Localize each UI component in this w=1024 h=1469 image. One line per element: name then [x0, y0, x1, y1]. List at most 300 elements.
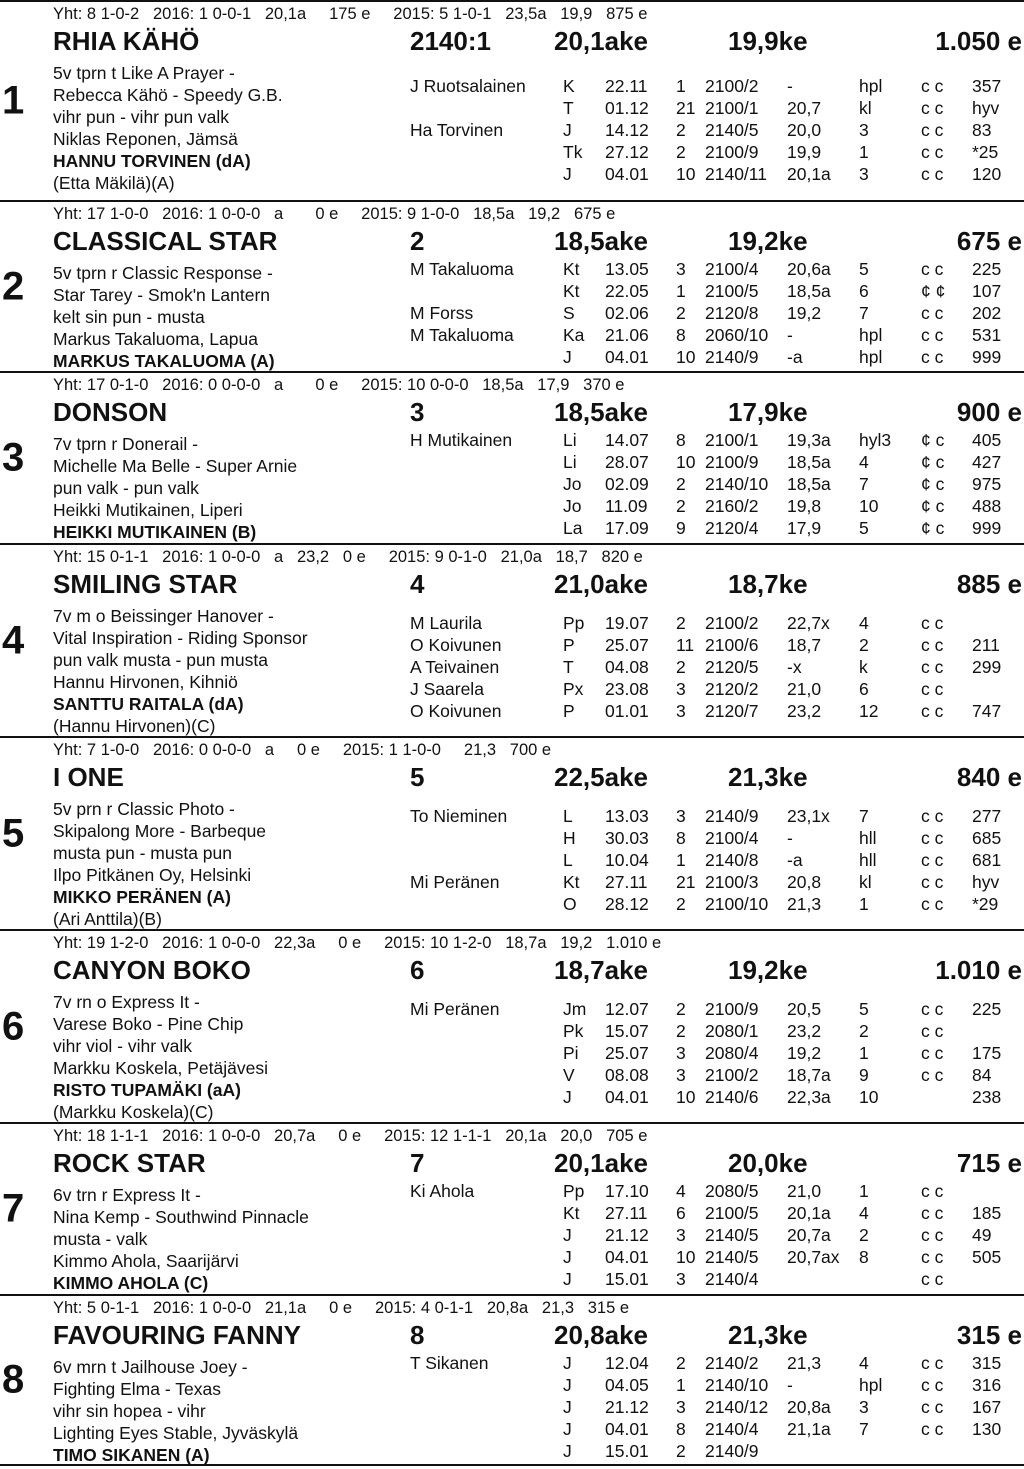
start-time: 20,8	[787, 872, 822, 892]
start-race-number: 21	[676, 872, 696, 892]
prize-money: 840 e	[956, 762, 1022, 792]
horse-entry	[0, 371, 1024, 543]
start-odds: 488	[972, 496, 1002, 516]
start-time: 21,0	[787, 1181, 822, 1201]
start-shoes: ¢ c	[921, 430, 945, 450]
start-track: Kt	[563, 1203, 580, 1223]
start-race-number: 8	[676, 1419, 686, 1439]
start-time: 20,1a	[787, 1203, 831, 1223]
start-placing: hll	[859, 828, 877, 848]
start-time: 18,5a	[787, 281, 831, 301]
info-line: TIMO SIKANEN (A)	[53, 1445, 210, 1465]
start-race-number: 2	[676, 999, 686, 1019]
horse-name: SMILING STAR	[53, 569, 238, 599]
start-track: J	[563, 1375, 572, 1395]
start-race-number: 10	[676, 452, 696, 472]
start-race-number: 2	[676, 120, 686, 140]
start-track: Kt	[563, 281, 580, 301]
start-placing: 7	[859, 806, 869, 826]
start-distance: 2140/10	[705, 474, 769, 494]
start-track: J	[563, 1269, 572, 1289]
info-line: pun valk - pun valk	[53, 478, 199, 498]
career-stats: Yht: 19 1-2-0 2016: 1 0-0-0 22,3a 0 e 2015: 10 1-2-0 18,7a 19,2 1.010 e	[53, 934, 662, 952]
start-track: J	[563, 1441, 572, 1461]
start-track: Kt	[563, 259, 580, 279]
start-date: 08.08	[605, 1065, 649, 1085]
start-distance: 2100/5	[705, 281, 759, 301]
horse-name: ROCK STAR	[53, 1148, 206, 1178]
start-date: 04.08	[605, 657, 649, 677]
start-shoes: ¢ ¢	[921, 281, 946, 301]
start-date: 17.10	[605, 1181, 649, 1201]
start-placing: 2	[859, 1021, 869, 1041]
start-race-number: 21	[676, 98, 696, 118]
start-row	[0, 302, 1024, 324]
start-time: 20,8a	[787, 1397, 831, 1417]
info-line: 7v tprn r Donerail -	[53, 434, 198, 454]
start-time: 23,2	[787, 701, 822, 721]
start-distance: 2140/9	[705, 1441, 759, 1461]
start-track: Jm	[563, 999, 587, 1019]
track-position: 2	[410, 226, 425, 256]
start-race-number: 3	[676, 1043, 686, 1063]
start-distance: 2140/2	[705, 1353, 759, 1373]
start-date: 02.09	[605, 474, 649, 494]
start-race-number: 10	[676, 164, 696, 184]
start-race-number: 10	[676, 347, 696, 367]
record-volt: 21,3ke	[728, 1320, 808, 1350]
start-placing: 5	[859, 999, 869, 1019]
start-race-number: 3	[676, 679, 686, 699]
start-shoes: c c	[921, 259, 944, 279]
start-distance: 2100/4	[705, 828, 759, 848]
start-number: 7	[2, 1186, 25, 1231]
start-track: J	[563, 1353, 572, 1373]
start-track: Kt	[563, 872, 580, 892]
start-row	[0, 495, 1024, 517]
start-distance: 2100/2	[705, 613, 759, 633]
start-placing: 3	[859, 120, 869, 140]
start-time: 22,3a	[787, 1087, 831, 1107]
track-position: 3	[410, 397, 425, 427]
start-shoes: c c	[921, 894, 944, 914]
start-row	[0, 473, 1024, 495]
start-race-number: 8	[676, 430, 686, 450]
start-placing: 8	[859, 1247, 869, 1267]
start-distance: 2140/9	[705, 806, 759, 826]
start-odds: 405	[972, 430, 1002, 450]
start-row	[0, 1268, 1024, 1290]
driver-name: M Forss	[410, 303, 474, 323]
start-placing: 3	[859, 164, 869, 184]
start-shoes: c c	[921, 635, 944, 655]
start-distance: 2100/2	[705, 76, 759, 96]
start-placing: 9	[859, 1065, 869, 1085]
career-stats: Yht: 15 0-1-1 2016: 1 0-0-0 a 23,2 0 e 2015: 9 0-1-0 21,0a 18,7 820 e	[53, 548, 643, 566]
start-distance: 2100/5	[705, 1203, 759, 1223]
start-odds: 238	[972, 1087, 1002, 1107]
start-track: Px	[563, 679, 584, 699]
info-line: HEIKKI MUTIKAINEN (B)	[53, 522, 257, 542]
start-race-number: 2	[676, 474, 686, 494]
start-placing: hyl3	[859, 430, 892, 450]
info-line: vihr viol - vihr valk	[53, 1036, 193, 1056]
info-line: Fighting Elma - Texas	[53, 1379, 221, 1399]
start-time: 19,3a	[787, 430, 831, 450]
info-line: MIKKO PERÄNEN (A)	[53, 887, 231, 907]
start-race-number: 2	[676, 142, 686, 162]
start-time: 23,1x	[787, 806, 830, 826]
start-odds: 357	[972, 76, 1002, 96]
info-line: Michelle Ma Belle - Super Arnie	[53, 456, 298, 476]
start-time: 18,5a	[787, 452, 831, 472]
start-odds: 225	[972, 259, 1002, 279]
info-line: Skipalong More - Barbeque	[53, 821, 267, 841]
start-placing: 2	[859, 1225, 869, 1245]
driver-name: M Takaluoma	[410, 259, 514, 279]
start-track: J	[563, 1225, 572, 1245]
start-race-number: 11	[676, 635, 695, 655]
start-race-number: 10	[676, 1087, 696, 1107]
start-shoes: c c	[921, 1203, 944, 1223]
start-row	[0, 998, 1024, 1020]
track-position: 4	[410, 569, 425, 599]
start-time: 21,3	[787, 1353, 822, 1373]
start-shoes: c c	[921, 1397, 944, 1417]
prize-money: 315 e	[956, 1320, 1022, 1350]
start-row	[0, 1064, 1024, 1086]
start-row	[0, 1202, 1024, 1224]
prize-money: 675 e	[956, 226, 1022, 256]
horse-name: RHIA KÄHÖ	[53, 26, 200, 56]
start-time: 19,2	[787, 303, 822, 323]
info-line: 5v prn r Classic Photo -	[53, 799, 235, 819]
start-shoes: c c	[921, 850, 944, 870]
start-odds: 84	[972, 1065, 992, 1085]
start-row	[0, 634, 1024, 656]
info-line: Niklas Reponen, Jämsä	[53, 129, 238, 149]
start-odds: 167	[972, 1397, 1002, 1417]
start-placing: 10	[859, 1087, 879, 1107]
start-date: 12.04	[605, 1353, 649, 1373]
start-placing: 4	[859, 452, 869, 472]
horse-name: CLASSICAL STAR	[53, 226, 278, 256]
start-distance: 2140/8	[705, 850, 759, 870]
start-date: 17.09	[605, 518, 649, 538]
start-distance: 2100/9	[705, 452, 759, 472]
start-distance: 2100/10	[705, 894, 769, 914]
start-row	[0, 258, 1024, 280]
start-row	[0, 97, 1024, 119]
start-distance: 2100/1	[705, 98, 759, 118]
horse-entry	[0, 1294, 1024, 1466]
start-odds: 681	[972, 850, 1002, 870]
start-placing: 3	[859, 1397, 869, 1417]
info-line: Kimmo Ahola, Saarijärvi	[53, 1251, 239, 1271]
start-odds: 315	[972, 1353, 1002, 1373]
start-number: 4	[2, 618, 25, 662]
start-time: 20,7a	[787, 1225, 831, 1245]
start-date: 19.07	[605, 613, 649, 633]
driver-name: A Teivainen	[410, 657, 500, 677]
start-placing: 7	[859, 303, 869, 323]
start-shoes: c c	[921, 303, 944, 323]
start-shoes: c c	[921, 1353, 944, 1373]
start-date: 04.01	[605, 1247, 649, 1267]
start-number: 5	[2, 811, 25, 855]
start-race-number: 4	[676, 1181, 686, 1201]
career-stats: Yht: 7 1-0-0 2016: 0 0-0-0 a 0 e 2015: 1 1-0-0 21,3 700 e	[53, 741, 552, 759]
start-row	[0, 119, 1024, 141]
start-odds: 277	[972, 806, 1002, 826]
start-row	[0, 1086, 1024, 1108]
career-stats: Yht: 8 1-0-2 2016: 1 0-0-1 20,1a 175 e 2015: 5 1-0-1 23,5a 19,9 875 e	[53, 5, 648, 23]
start-placing: 2	[859, 635, 869, 655]
info-line: (Ari Anttila)(B)	[53, 909, 162, 929]
start-race-number: 1	[676, 1375, 686, 1395]
start-distance: 2140/6	[705, 1087, 759, 1107]
start-distance: 2140/5	[705, 1225, 759, 1245]
driver-name: To Nieminen	[410, 806, 508, 826]
start-race-number: 2	[676, 1441, 686, 1461]
info-line: pun valk musta - pun musta	[53, 650, 268, 670]
prize-money: 1.010 e	[935, 955, 1022, 985]
start-placing: 6	[859, 281, 869, 301]
start-odds: hyv	[972, 872, 1000, 892]
start-number: 1	[2, 78, 25, 123]
start-date: 27.11	[605, 1203, 648, 1223]
horse-name: I ONE	[53, 762, 124, 792]
record-auto: 22,5ake	[554, 762, 648, 792]
start-track: L	[563, 850, 573, 870]
record-auto: 18,7ake	[554, 955, 648, 985]
start-row	[0, 1352, 1024, 1374]
start-row	[0, 280, 1024, 302]
start-track: J	[563, 1397, 572, 1417]
start-shoes: c c	[921, 1247, 944, 1267]
driver-name: M Laurila	[410, 613, 482, 633]
start-track: J	[563, 1247, 572, 1267]
start-distance: 2100/9	[705, 142, 759, 162]
start-race-number: 8	[676, 828, 686, 848]
start-distance: 2100/2	[705, 1065, 759, 1085]
start-shoes: c c	[921, 1181, 944, 1201]
info-line: kelt sin pun - musta	[53, 307, 205, 327]
start-shoes: c c	[921, 120, 944, 140]
start-date: 01.01	[605, 701, 649, 721]
start-odds: 107	[972, 281, 1002, 301]
record-volt: 19,2ke	[728, 955, 808, 985]
start-race-number: 3	[676, 1225, 686, 1245]
start-row	[0, 1374, 1024, 1396]
start-placing: kl	[859, 872, 872, 892]
info-line: Lighting Eyes Stable, Jyväskylä	[53, 1423, 299, 1443]
record-auto: 20,8ake	[554, 1320, 648, 1350]
start-shoes: c c	[921, 613, 944, 633]
info-line: MARKUS TAKALUOMA (A)	[53, 351, 275, 371]
driver-name: Mi Peränen	[410, 999, 500, 1019]
track-position: 6	[410, 955, 425, 985]
start-placing: 12	[859, 701, 879, 721]
start-date: 04.01	[605, 1087, 649, 1107]
start-date: 21.12	[605, 1397, 649, 1417]
start-date: 28.12	[605, 894, 649, 914]
start-time: 21,1a	[787, 1419, 831, 1439]
start-odds: 130	[972, 1419, 1002, 1439]
start-distance: 2100/9	[705, 999, 759, 1019]
start-shoes: c c	[921, 679, 944, 699]
start-row	[0, 1180, 1024, 1202]
info-line: 5v tprn r Classic Response -	[53, 263, 273, 283]
start-distance: 2140/5	[705, 1247, 759, 1267]
start-track: O	[563, 894, 577, 914]
start-race-number: 8	[676, 325, 686, 345]
prize-money: 715 e	[956, 1148, 1022, 1178]
start-distance: 2140/11	[705, 164, 767, 184]
start-race-number: 2	[676, 613, 686, 633]
start-shoes: c c	[921, 98, 944, 118]
start-track: K	[563, 76, 575, 96]
start-date: 10.04	[605, 850, 649, 870]
record-volt: 21,3ke	[728, 762, 808, 792]
start-track: J	[563, 1419, 572, 1439]
start-time: -	[787, 325, 793, 345]
horse-name: DONSON	[53, 397, 168, 427]
start-track: J	[563, 347, 572, 367]
start-race-number: 3	[676, 1065, 686, 1085]
start-distance: 2140/4	[705, 1419, 759, 1439]
start-race-number: 3	[676, 806, 686, 826]
start-time: -a	[787, 347, 803, 367]
track-position: 7	[410, 1148, 425, 1178]
record-volt: 19,2ke	[728, 226, 808, 256]
start-shoes: c c	[921, 1269, 944, 1289]
start-odds: 685	[972, 828, 1002, 848]
record-volt: 18,7ke	[728, 569, 808, 599]
start-row	[0, 141, 1024, 163]
start-date: 25.07	[605, 635, 649, 655]
start-shoes: c c	[921, 872, 944, 892]
info-line: 6v mrn t Jailhouse Joey -	[53, 1357, 248, 1377]
start-distance: 2120/8	[705, 303, 759, 323]
start-placing: 4	[859, 1203, 869, 1223]
start-odds: 427	[972, 452, 1002, 472]
driver-name: M Takaluoma	[410, 325, 514, 345]
start-date: 21.12	[605, 1225, 649, 1245]
start-placing: hpl	[859, 347, 883, 367]
start-date: 04.01	[605, 164, 649, 184]
start-track: Pk	[563, 1021, 584, 1041]
start-odds: 83	[972, 120, 992, 140]
start-shoes: c c	[921, 347, 944, 367]
start-placing: 10	[859, 496, 879, 516]
start-odds: 531	[972, 325, 1002, 345]
start-time: 19,8	[787, 496, 822, 516]
start-date: 01.12	[605, 98, 649, 118]
start-placing: k	[859, 657, 868, 677]
start-shoes: c c	[921, 999, 944, 1019]
driver-name: Ha Torvinen	[410, 120, 504, 140]
start-distance: 2060/10	[705, 325, 769, 345]
start-shoes: ¢ c	[921, 474, 945, 494]
prize-money: 1.050 e	[935, 26, 1022, 56]
info-line: 7v rn o Express It -	[53, 992, 200, 1012]
start-placing: 7	[859, 474, 869, 494]
start-time: 20,7	[787, 98, 822, 118]
start-time: 20,0	[787, 120, 822, 140]
track-position: 5	[410, 762, 425, 792]
start-track: S	[563, 303, 575, 323]
start-date: 02.06	[605, 303, 649, 323]
start-shoes: c c	[921, 325, 944, 345]
start-odds: 49	[972, 1225, 992, 1245]
track-position: 2140:1	[410, 26, 491, 56]
start-placing: 4	[859, 1353, 869, 1373]
start-placing: 1	[859, 1043, 869, 1063]
start-track: Jo	[563, 496, 582, 516]
start-time: 18,7	[787, 635, 822, 655]
info-line: Star Tarey - Smok'n Lantern	[53, 285, 271, 305]
start-time: 22,7x	[787, 613, 830, 633]
start-time: -	[787, 1375, 793, 1395]
start-row	[0, 827, 1024, 849]
start-distance: 2120/2	[705, 679, 759, 699]
info-line: (Hannu Hirvonen)(C)	[53, 716, 216, 736]
info-line: Vital Inspiration - Riding Sponsor	[53, 628, 308, 648]
start-placing: 1	[859, 1181, 869, 1201]
horse-name: CANYON BOKO	[53, 955, 251, 985]
driver-name: H Mutikainen	[410, 430, 513, 450]
horse-name: FAVOURING FANNY	[53, 1320, 301, 1350]
record-auto: 21,0ake	[554, 569, 648, 599]
driver-name: J Ruotsalainen	[410, 76, 526, 96]
start-odds: hyv	[972, 98, 1000, 118]
start-time: 20,1a	[787, 164, 831, 184]
start-track: Li	[563, 430, 577, 450]
start-race-number: 2	[676, 1353, 686, 1373]
start-distance: 2100/1	[705, 430, 759, 450]
start-time: 21,3	[787, 894, 822, 914]
start-placing: hll	[859, 850, 877, 870]
info-line: Ilpo Pitkänen Oy, Helsinki	[53, 865, 252, 885]
horse-entry	[0, 929, 1024, 1122]
start-shoes: c c	[921, 701, 944, 721]
start-shoes: c c	[921, 828, 944, 848]
start-odds: 316	[972, 1375, 1002, 1395]
start-row	[0, 700, 1024, 722]
info-line: vihr pun - vihr pun valk	[53, 107, 230, 127]
start-date: 28.07	[605, 452, 649, 472]
start-track: L	[563, 806, 573, 826]
start-track: Jo	[563, 474, 582, 494]
record-volt: 19,9ke	[728, 26, 808, 56]
info-line: Rebecca Kähö - Speedy G.B.	[53, 85, 283, 105]
start-time: 17,9	[787, 518, 822, 538]
horse-entry	[0, 736, 1024, 929]
track-position: 8	[410, 1320, 425, 1350]
start-distance: 2120/7	[705, 701, 759, 721]
start-placing: 6	[859, 679, 869, 699]
start-distance: 2080/4	[705, 1043, 759, 1063]
start-race-number: 3	[676, 259, 686, 279]
start-track: T	[563, 657, 574, 677]
start-placing: 7	[859, 1419, 869, 1439]
start-track: Pp	[563, 1181, 585, 1201]
info-line: 7v m o Beissinger Hanover -	[53, 606, 274, 626]
start-time: 18,7a	[787, 1065, 831, 1085]
start-shoes: c c	[921, 1021, 944, 1041]
info-line: 6v trn r Express It -	[53, 1185, 201, 1205]
